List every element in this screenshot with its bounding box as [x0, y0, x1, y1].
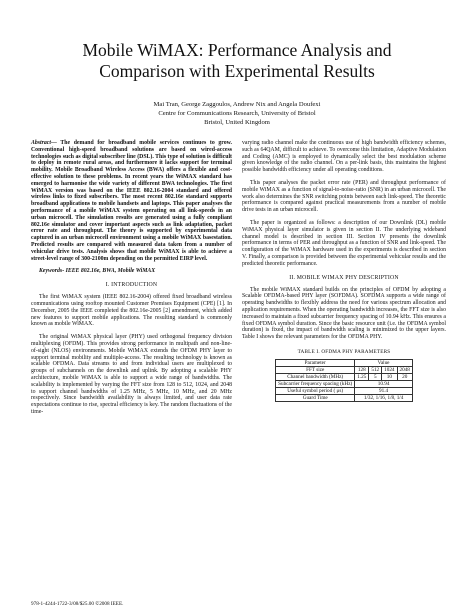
abstract: [31, 140, 232, 262]
table-cell: 128: [355, 366, 369, 373]
section-heading-introduction: I. INTRODUCTION: [105, 282, 158, 289]
table-row: [276, 380, 413, 387]
table-cell-label: Channel bandwidth (MHz): [276, 373, 355, 380]
intro-paragraph-4: This paper analyses the packet error rate (PER) and throughput performance of mobile WiMAX as a function of signal-to-noise-ratio (SNR) in an urban microcell. The work also determines the SNR switching points between each link-speed. The theoretic performance is compared against practical measurements from a number of mobile drive tests in an urban microcell.: [242, 179, 446, 214]
author-location: Bristol, United Kingdom: [204, 119, 270, 126]
table-cell: 10.94: [355, 380, 413, 387]
table-row: [276, 359, 413, 366]
table-cell: 512: [369, 366, 382, 373]
intro-paragraph-1: The first WiMAX system (IEEE 802.16-2004) offered fixed broadband wireless communications using rooftop mounted Customer Premises Equipment (CPE) [1]. In December, 2005 the IEEE completed the 802.16e-2005 [2] amendment, which added new features to support mobile applications. The resulting standard is commonly known as mobile WiMAX.: [31, 294, 232, 328]
table-cell-label: Useful symbol period ( μs): [276, 387, 355, 394]
abstract-text: — The demand for broadband mobile services continues to grow. Conventional high-speed broadband solutions are based on wired-access technologies such as digital subscriber line (DSL). This type of solution is difficult to deploy in remote rural areas, and furthermore it lacks support for terminal mobility. Mobile Broadband Wireless Access (BWA) offers a flexible and cost-effective solution to these problems. In recent years the WiMAX standard has emerged to harmonise the wide variety of different BWA technologies. The first WiMAX version was based on the IEEE 802.16-2004 standard and offered wireless links to fixed subscribers. The most recent 802.16e standard supports broadband applications to mobile handsets and laptops. This paper analyses the performance of a mobile WiMAX system operating on all link-speeds in an urban microcell. The simulation results are generated using a fully compliant 802.16e simulator and cover important aspects such as link adaptation, packet error rate and throughput. The theory is supported by experimental data captured in an urban microcell environment using a mobile WiMAX basestation. Predicted results are compared with measured data taken from a number of vehicular drive tests. Analysis shows that mobile WiMAX is able to achieve a street-level range of 300-2100m depending on the permitted EIRP level.: [31, 140, 232, 262]
table-row: [276, 366, 413, 373]
table-row: [276, 394, 413, 401]
table-cell-label: Guard Time: [276, 394, 355, 401]
paper-title: [20, 40, 454, 82]
title-line-2: Comparison with Experimental Results: [99, 61, 375, 81]
table-cell: 20: [397, 373, 412, 380]
author-block: [20, 100, 454, 127]
table-row: [276, 387, 413, 394]
author-names: Mai Tran, George Zaggoulos, Andrew Nix and Angela Doufexi: [153, 101, 321, 108]
left-column: [31, 140, 232, 416]
table-cell-label: Subcarrier frequency spacing (kHz): [276, 380, 355, 387]
table-cell: 5: [369, 373, 382, 380]
table-cell-label: FFT size: [276, 366, 355, 373]
intro-paragraph-3: varying radio channel make the continuous use of high bandwidth efficiency schemes, such as 64QAM, difficult to achieve. To overcome this limitation, Adaptive Modulation and Coding (AMC) is employed to dynamically select the best modulation scheme given knowledge of the radio channel. On a per-link basis, this maintains the highest possible bandwidth efficiency under all operating conditions.: [242, 140, 446, 174]
abstract-lead: Abstract: [31, 140, 51, 146]
table-cell: 1024: [382, 366, 397, 373]
table-header-value: Value: [355, 359, 413, 366]
ofdma-parameters-table: [275, 359, 413, 402]
table-cell: 1/32, 1/16, 1/8, 1/4: [355, 394, 413, 401]
title-line-1: Mobile WiMAX: Performance Analysis and: [82, 40, 392, 60]
table-row: [276, 373, 413, 380]
table-header-parameter: Parameter: [276, 359, 355, 366]
table-caption: TABLE I. OFDMA PHY PARAMETERS: [297, 348, 391, 355]
right-column: [242, 140, 446, 402]
author-affiliation: Centre for Communications Research, University of Bristol: [158, 110, 316, 117]
table-cell: 10: [382, 373, 397, 380]
table-cell: 1.25: [355, 373, 369, 380]
keywords: Keywords- IEEE 802.16e, BWA, Mobile WiMAX: [39, 268, 156, 275]
copyright-footer: 978-1-4244-1722-3/08/$25.00 ©2008 IEEE.: [31, 601, 124, 607]
intro-paragraph-5: The paper is organized as follows: a description of our Downlink (DL) mobile WiMAX physical layer simulator is given in section II. The underlying wideband channel model is described in section III. Section IV presents the downlink performance in terms of PER and throughput as a function of SNR and link-speed. The configuration of the WiMAX hardware used in the experiments is described in section V. Finally, a comparison is provided between the experimental vehicular results and the predicted theoretic performance.: [242, 219, 446, 267]
section-heading-phy: II. MOBILE WIMAX PHY DESCRIPTION: [289, 274, 399, 281]
phy-paragraph: The mobile WiMAX standard builds on the principles of OFDM by adopting a Scalable OFDMA-based PHY layer (SOFDMA). SOFDMA supports a wide range of operating bandwidths to flexibly address the need for various spectrum allocation and application requirements. When the operating bandwidth increases, the FFT size is also increased to maintain a fixed subcarrier frequency spacing of 10.94 kHz. This ensures a fixed OFDMA symbol duration. Since the basic resource unit (i.e. the OFDMA symbol duration) is fixed, the impact of bandwidth scaling is minimized to the upper layers. Table I shows the relevant parameters for the OFDMA PHY.: [242, 286, 446, 341]
intro-paragraph-2: The original WiMAX physical layer (PHY) used orthogonal frequency division multiplexing (OFDM). This provides strong performance in multipath and non-line-of-sight (NLOS) environments. Mobile WiMAX extends the OFDM PHY layer to support terminal mobility and multiple-access. The resulting technology is known as scalable OFDMA. Data streams to and from individual users are multiplexed to groups of subchannels on the downlink and uplink. By adopting a scalable PHY architecture, mobile WiMAX is able to support a wide range of bandwidths. The scalability is implemented by varying the FFT size from 128 to 512, 1024, and 2048 to support channel bandwidths of 1.25 MHz, 5 MHz, 10 MHz, and 20 MHz respectively. Since bandwidth availability is always limited, and user data rate expectations continue to rise, spectral efficiency is key. The random fluctuations of the time-: [31, 334, 232, 415]
table-cell: 2048: [397, 366, 412, 373]
table-cell: 91.4: [355, 387, 413, 394]
